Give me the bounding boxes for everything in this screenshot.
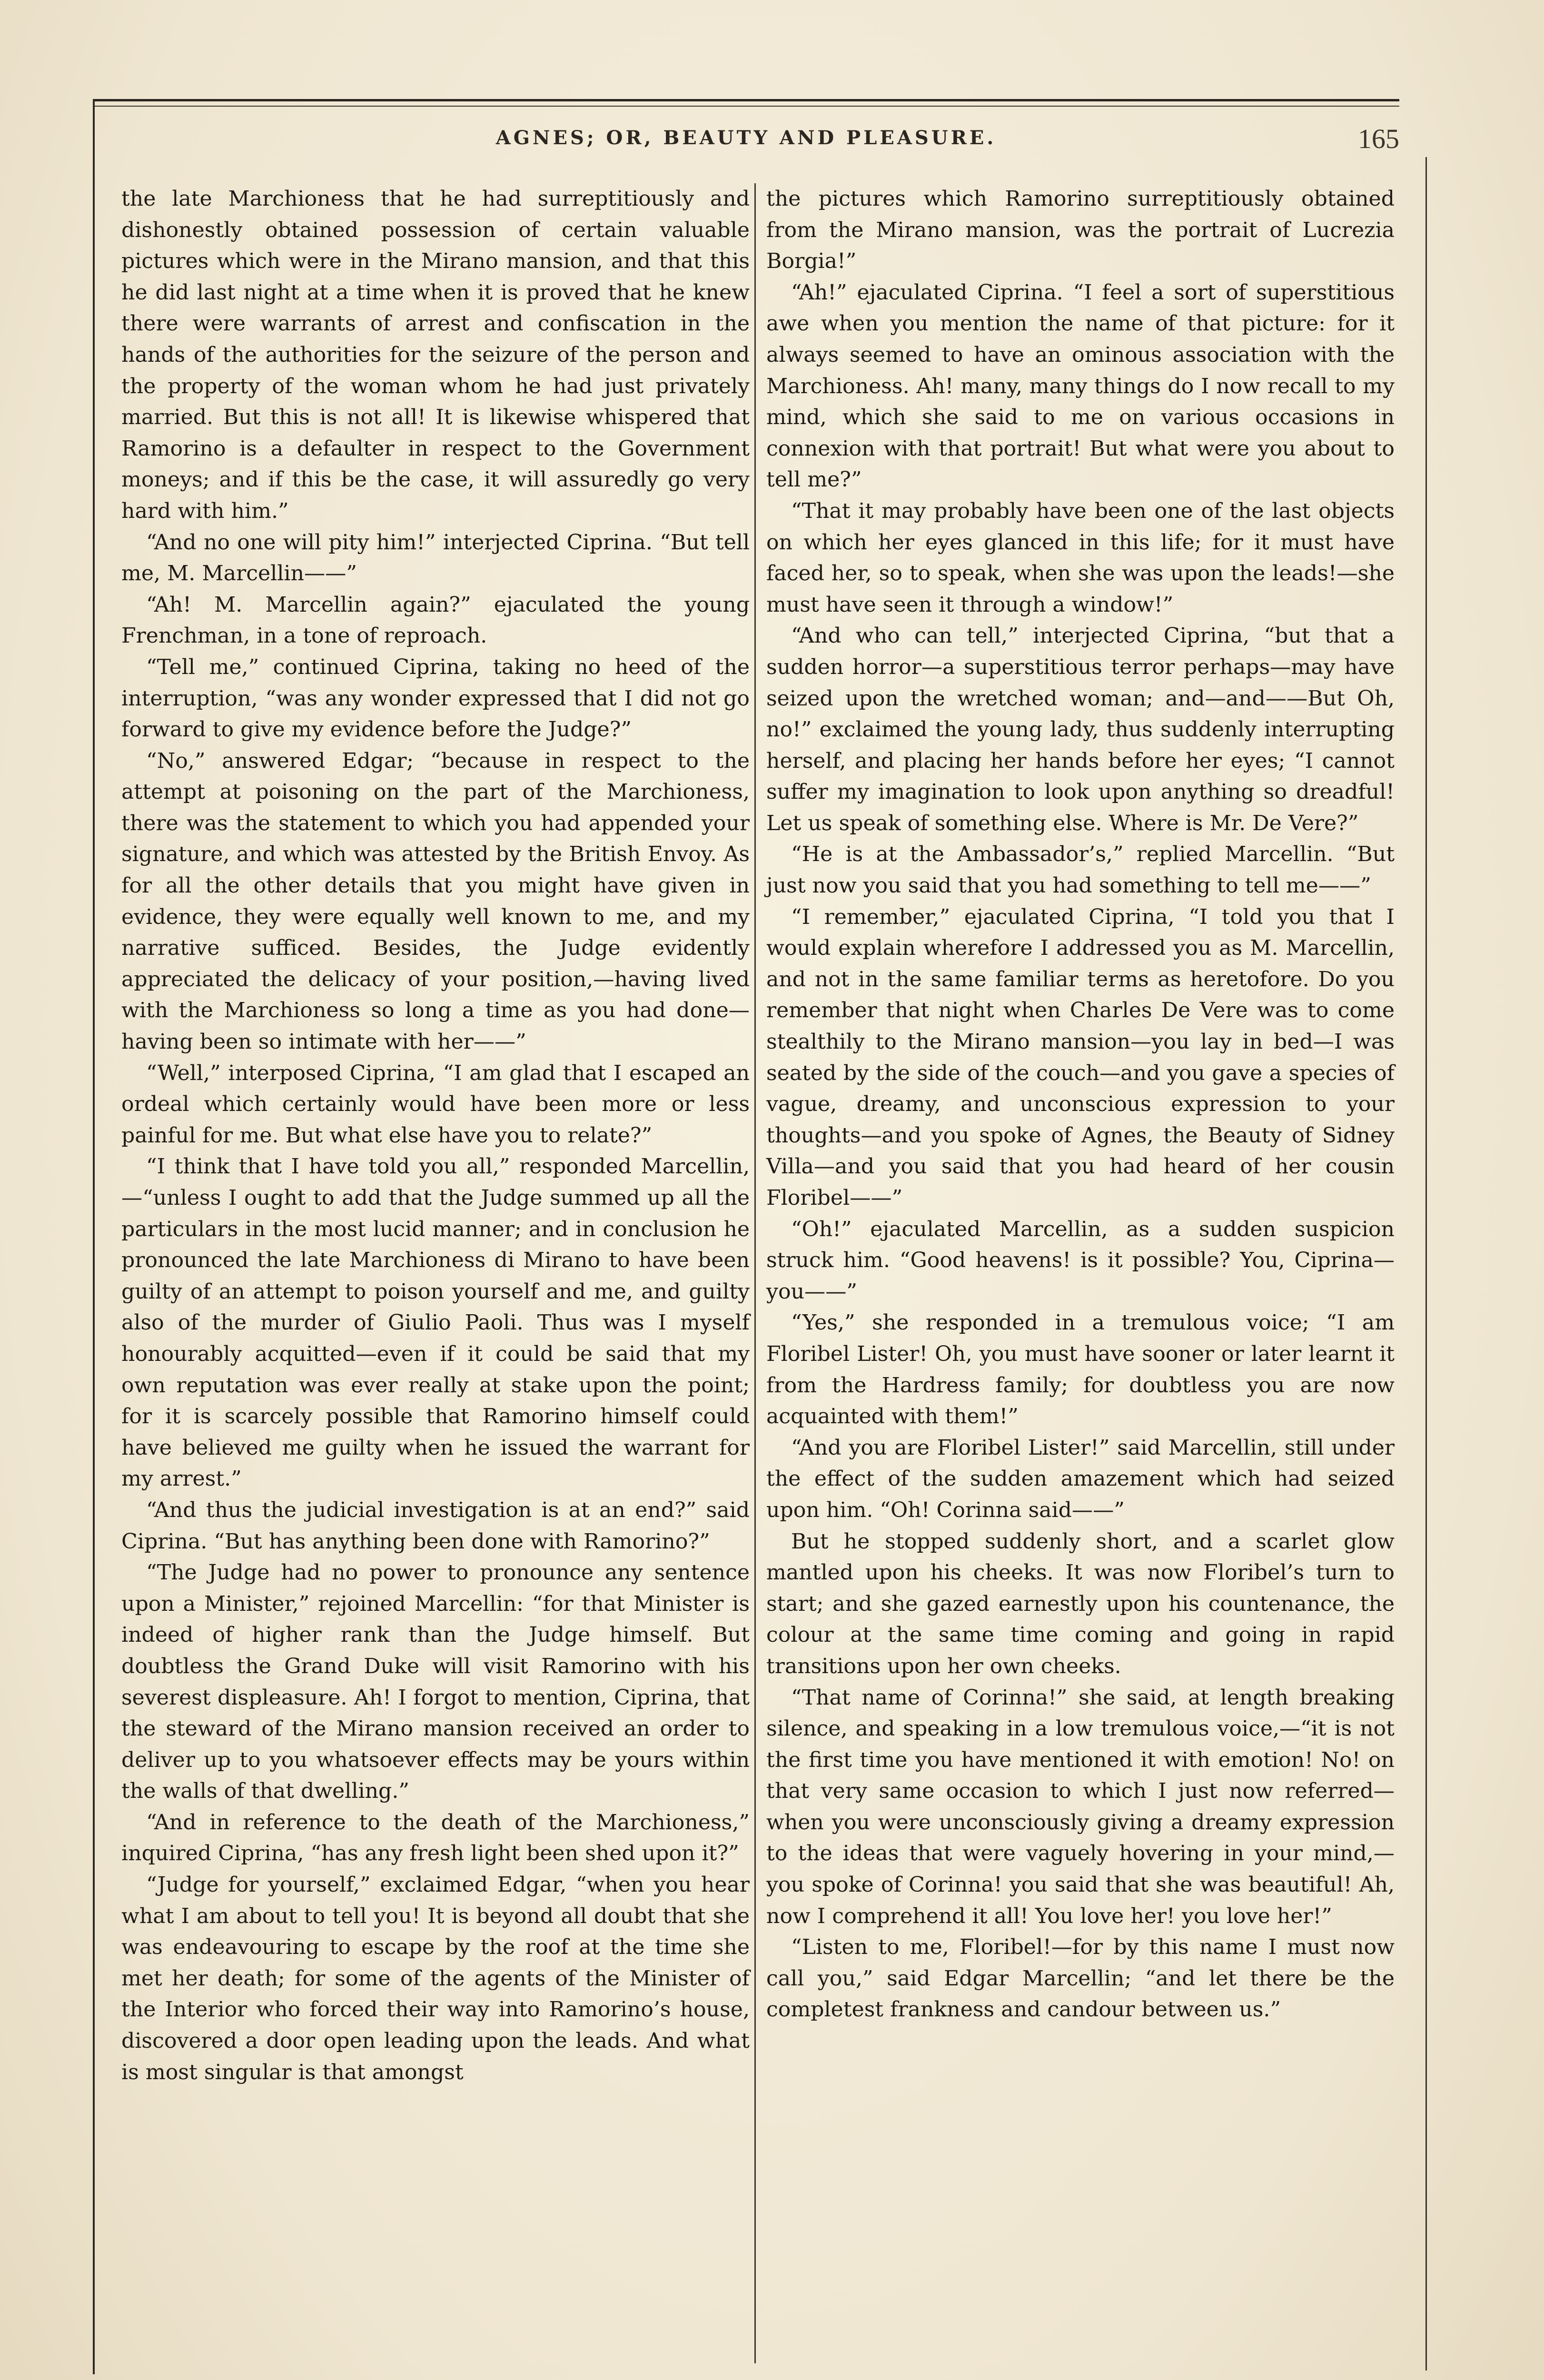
- paragraph: “Ah!” ejaculated Ciprina. “I feel a sort of superstitious awe when you mention the name of that picture: for it always seemed to have an ominous association with the Marchioness. Ah! many, many things do I now recall to my mind, which she said to me on various occasions in connexion with that portrait! But what were you about to tell me?”: [766, 280, 1395, 492]
- right-column: [766, 183, 1395, 2363]
- paragraph: “And who can tell,” interjected Ciprina, “but that a sudden horror—a superstitious terror perhaps—may have seized upon the wretched woman; and—and——But Oh, no!” exclaimed the young lady, thus suddenly interrupting herself, and placing her hands before her eyes; “I cannot suffer my imagination to look upon anything so dreadful! Let us speak of something else. Where is Mr. De Vere?”: [766, 624, 1395, 835]
- paragraph: “Yes,” she responded in a tremulous voice; “I am Floribel Lister! Oh, you must have sooner or later learnt it from the Hardress family; for doubtless you are now acquainted with them!”: [766, 1310, 1395, 1429]
- paragraph: “I remember,” ejaculated Ciprina, “I told you that I would explain wherefore I addressed you as M. Marcellin, and not in the same familiar terms as heretofore. Do you remember that night when Charles De Vere was to come stealthily to the Mirano mansion—you lay in bed—I was seated by the side of the couch—and you gave a species of vague, dreamy, and unconscious expression to your thoughts—and you spoke of Agnes, the Beauty of Sidney Villa—and you said that you had heard of her cousin Floribel——”: [766, 904, 1395, 1210]
- paragraph: “The Judge had no power to pronounce any sentence upon a Minister,” rejoined Marcellin: “for that Minister is indeed of higher rank than the Judge himself. But doubtless the Grand Duke will visit Ramorino with his severest displeasure. Ah! I forgot to mention, Ciprina, that the steward of the Mirano mansion received an order to deliver up to you whatsoever effects may be yours within the walls of that dwelling.”: [121, 1560, 750, 1804]
- top-rule: [93, 99, 1399, 101]
- right-margin-rule: [1425, 157, 1427, 2370]
- paragraph: “That name of Corinna!” she said, at length breaking silence, and speaking in a low tremulous voice,—“it is not the first time you have mentioned it with emotion! No! on that very same occasion to which I just now referred—when you were unconsciously giving a dreamy expression to the ideas that were vaguely hovering in your mind,—you spoke of Corinna! you said that she was beautiful! Ah, now I comprehend it all! You love her! you love her!”: [766, 1685, 1395, 1928]
- paragraph: “And thus the judicial investigation is at an end?” said Ciprina. “But has anything been done with Ramorino?”: [121, 1497, 750, 1554]
- paragraph: “And no one will pity him!” interjected Ciprina. “But tell me, M. Marcellin——”: [121, 530, 750, 586]
- paragraph: “I think that I have told you all,” responded Marcellin,—“unless I ought to add that the Judge summed up all the particulars in the most lucid manner; and in conclusion he pronounced the late Marchioness di Mirano to have been guilty of an attempt to poison yourself and me, and guilty also of the murder of Giulio Paoli. Thus was I myself honourably acquitted—even if it could be said that my own reputation was ever really at stake upon the point; for it is scarcely possible that Ramorino himself could have believed me guilty when he issued the warrant for my arrest.”: [121, 1154, 750, 1491]
- paragraph: “And you are Floribel Lister!” said Marcellin, still under the effect of the sudden amazement which had seized upon him. “Oh! Corinna said——”: [766, 1435, 1395, 1522]
- page-header: [93, 123, 1399, 166]
- paragraph: “He is at the Ambassador’s,” replied Marcellin. “But just now you said that you had something to tell me——”: [766, 842, 1395, 898]
- paragraph: “Well,” interposed Ciprina, “I am glad that I escaped an ordeal which certainly would have been more or less painful for me. But what else have you to relate?”: [121, 1061, 750, 1148]
- paragraph: the late Marchioness that he had surreptitiously and dishonestly obtained possession of certain valuable pictures which were in the Mirano mansion, and that this he did last night at a time when it is proved that he knew there were warrants of arrest and confiscation in the hands of the authorities for the seizure of the person and the property of the woman whom he had just privately married. But this is not all! It is likewise whispered that Ramorino is a defaulter in respect to the Government moneys; and if this be the case, it will assuredly go very hard with him.”: [121, 187, 750, 523]
- top-rule-thin: [93, 106, 1399, 107]
- paragraph: “Judge for yourself,” exclaimed Edgar, “when you hear what I am about to tell you! It is beyond all doubt that she was endeavouring to escape by the roof at the time she met her death; for some of the agents of the Minister of the Interior who forced their way into Ramorino’s house, discovered a door open leading upon the leads. And what is most singular is that amongst: [121, 1873, 750, 2084]
- column-divider: [754, 183, 756, 2363]
- running-head: AGNES; OR, BEAUTY AND PLEASURE.: [495, 127, 997, 149]
- paragraph: “Tell me,” continued Ciprina, taking no heed of the interruption, “was any wonder expressed that I did not go forward to give my evidence before the Judge?”: [121, 654, 750, 742]
- paragraph: But he stopped suddenly short, and a scarlet glow mantled upon his cheeks. It was now Floribel’s turn to start; and she gazed earnestly upon his countenance, the colour at the same time coming and going in rapid transitions upon her own cheeks.: [766, 1529, 1395, 1678]
- left-column: [121, 183, 750, 2363]
- paragraph: “Oh!” ejaculated Marcellin, as a sudden suspicion struck him. “Good heavens! is it possible? You, Ciprina—you——”: [766, 1217, 1395, 1304]
- left-margin-rule: [93, 99, 95, 2374]
- paragraph: “And in reference to the death of the Marchioness,” inquired Ciprina, “has any fresh light been shed upon it?”: [121, 1810, 750, 1866]
- paragraph: “No,” answered Edgar; “because in respect to the attempt at poisoning on the part of the Marchioness, there was the statement to which you had appended your signature, and which was attested by the British Envoy. As for all the other details that you might have given in evidence, they were equally well known to me, and my narrative sufficed. Besides, the Judge evidently appreciated the delicacy of your position,—having lived with the Marchioness so long a time as you had done—having been so intimate with her——”: [121, 748, 750, 1054]
- paragraph: “Listen to me, Floribel!—for by this name I must now call you,” said Edgar Marcellin; “and let there be the completest frankness and candour between us.”: [766, 1935, 1395, 2022]
- paragraph: “That it may probably have been one of the last objects on which her eyes glanced in this life; for it must have faced her, so to speak, when she was upon the leads!—she must have seen it through a window!”: [766, 498, 1395, 617]
- page-number: 165: [1358, 123, 1399, 154]
- paragraph: “Ah! M. Marcellin again?” ejaculated the young Frenchman, in a tone of reproach.: [121, 592, 750, 648]
- paragraph: the pictures which Ramorino surreptitiously obtained from the Mirano mansion, was the portrait of Lucrezia Borgia!”: [766, 187, 1395, 274]
